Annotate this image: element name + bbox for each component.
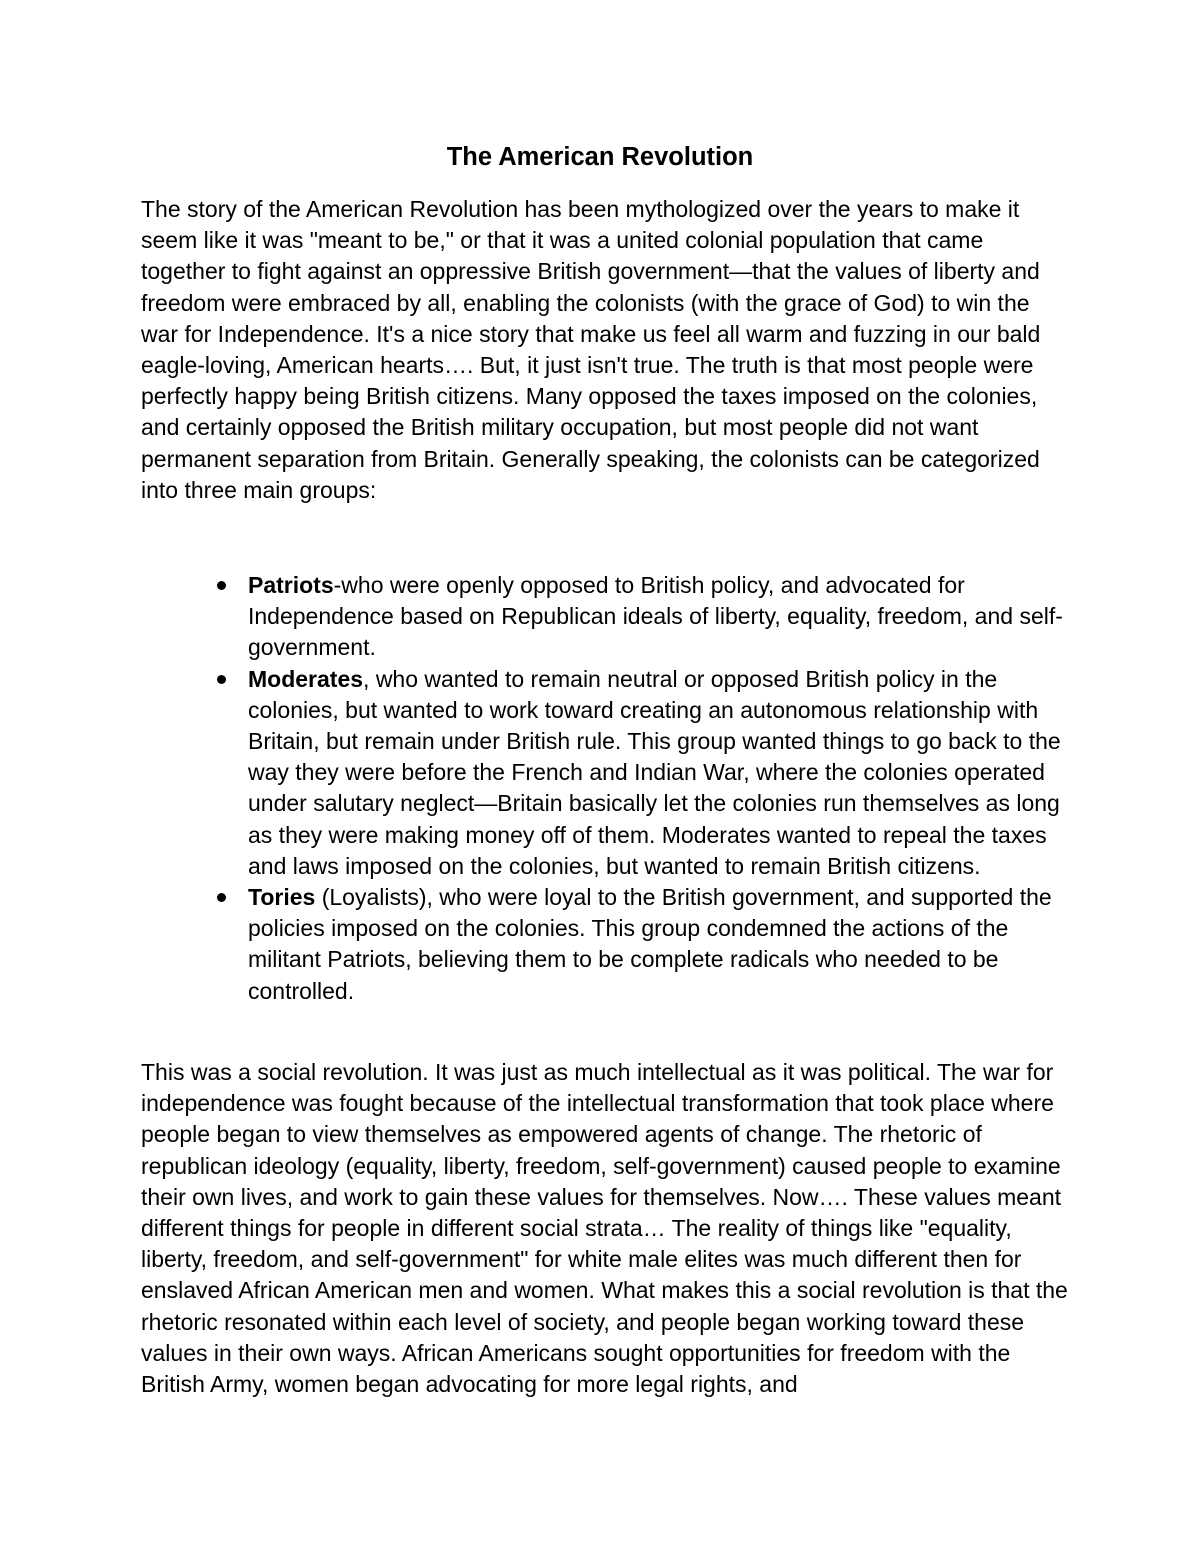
group-description: (Loyalists), who were loyal to the British government, and supported the policies imposed on the colonies. This group condemned the actions of the militant Patriots, believing them to be complete radicals who needed to be controlled. (248, 884, 1052, 1004)
group-description: -who were openly opposed to British policy, and advocated for Independence based on Republican ideals of liberty, equality, freedom, and self-government. (248, 572, 1063, 661)
colonist-groups-list (248, 570, 1078, 1007)
bullet-icon (217, 675, 226, 684)
group-term: Tories (248, 884, 316, 911)
list-item-patriots (248, 570, 1078, 664)
document-title: The American Revolution (446, 143, 754, 171)
intro-paragraph: The story of the American Revolution has been mythologized over the years to make it seem like it was "meant to be," or that it was a united colonial population that came together to fight against an oppressive British government—that the values of liberty and freedom were embraced by all, enabling the colonists (with the grace of God) to win the war for Independence. It's a nice story that make us feel all warm and fuzzing in our bald eagle-loving, American hearts…. But, it just isn't true. The truth is that most people were perfectly happy being British citizens. Many opposed the taxes imposed on the colonies, and certainly opposed the British military occupation, but most people did not want permanent separation from Britain. Generally speaking, the colonists can be categorized into three main groups: (141, 196, 1041, 503)
list-item-tories (248, 882, 1078, 1007)
group-description: , who wanted to remain neutral or opposed British policy in the colonies, but wanted to work toward creating an autonomous relationship with Britain, but remain under British rule. This group wanted things to go back to the way they were before the French and Indian War, where the colonies operated under salutary neglect—Britain basically let the colonies run themselves as long as they were making money off of them. Moderates wanted to repeal the taxes and laws imposed on the colonies, but wanted to remain British citizens. (248, 665, 1061, 879)
list-item-moderates (248, 664, 1078, 882)
group-term: Patriots (248, 572, 334, 598)
social-revolution-paragraph: This was a social revolution. It was just as much intellectual as it was political. The war for independence was fought because of the intellectual transformation that took place where people began to view themselves as empowered agents of change. The rhetoric of republican ideology (equality, liberty, freedom, self-government) caused people to examine their own lives, and work to gain these values for themselves. Now…. These values meant different things for people in different social strata… The reality of things like "equality, liberty, freedom, and self-government" for white male elites was much different then for enslaved African American men and women. What makes this a social revolution is that the rhetoric resonated within each level of society, and people began working toward these values in their own ways. African Americans sought opportunities for freedom with the British Army, women began advocating for more legal rights, and (141, 1059, 1068, 1398)
group-term: Moderates (248, 665, 364, 692)
bullet-icon (217, 581, 226, 590)
bullet-icon (217, 893, 226, 902)
